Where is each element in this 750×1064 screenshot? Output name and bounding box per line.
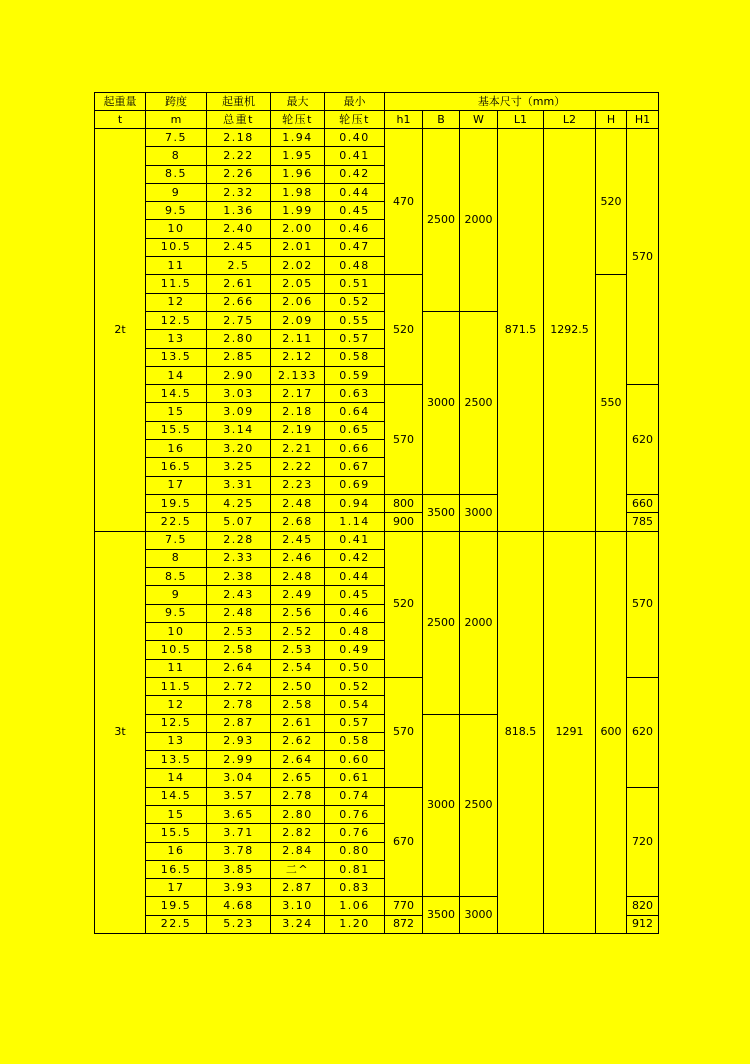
min-wheel-pressure-cell: 0.51 <box>325 275 385 293</box>
total-weight-cell: 2.78 <box>207 696 271 714</box>
dim-W-cell: 2000 <box>460 531 498 714</box>
header-H: H <box>596 111 627 129</box>
max-wheel-pressure-cell: 3.10 <box>271 897 325 915</box>
dim-B-cell: 3000 <box>423 311 460 494</box>
min-wheel-pressure-cell: 0.80 <box>325 842 385 860</box>
min-wheel-pressure-cell: 0.74 <box>325 787 385 805</box>
span-cell: 11 <box>146 659 207 677</box>
total-weight-cell: 2.53 <box>207 623 271 641</box>
min-wheel-pressure-cell: 0.48 <box>325 257 385 275</box>
max-wheel-pressure-cell: 2.12 <box>271 348 325 366</box>
header-span-unit: m <box>146 111 207 129</box>
dim-W-cell: 3000 <box>460 494 498 531</box>
total-weight-cell: 2.32 <box>207 183 271 201</box>
span-cell: 19.5 <box>146 494 207 512</box>
max-wheel-pressure-cell: 2.87 <box>271 879 325 897</box>
span-cell: 11.5 <box>146 677 207 695</box>
min-wheel-pressure-cell: 0.58 <box>325 348 385 366</box>
span-cell: 13 <box>146 330 207 348</box>
max-wheel-pressure-cell: 2.82 <box>271 824 325 842</box>
min-wheel-pressure-cell: 0.55 <box>325 311 385 329</box>
min-wheel-pressure-cell: 0.63 <box>325 385 385 403</box>
min-wheel-pressure-cell: 0.83 <box>325 879 385 897</box>
header-min-pressure-unit: 轮压t <box>325 111 385 129</box>
header-max-pressure-unit: 轮压t <box>271 111 325 129</box>
span-cell: 17 <box>146 879 207 897</box>
span-cell: 15.5 <box>146 824 207 842</box>
dim-L2-cell: 1291 <box>544 531 596 934</box>
dim-B-cell: 2500 <box>423 531 460 714</box>
min-wheel-pressure-cell: 0.42 <box>325 165 385 183</box>
total-weight-cell: 2.43 <box>207 586 271 604</box>
max-wheel-pressure-cell: 2.49 <box>271 586 325 604</box>
span-cell: 15 <box>146 805 207 823</box>
span-cell: 9.5 <box>146 604 207 622</box>
total-weight-cell: 5.07 <box>207 513 271 531</box>
dim-H-cell: 600 <box>596 531 627 934</box>
min-wheel-pressure-cell: 0.76 <box>325 824 385 842</box>
max-wheel-pressure-cell: 1.94 <box>271 129 325 147</box>
min-wheel-pressure-cell: 0.46 <box>325 220 385 238</box>
header-dims-title: 基本尺寸（mm） <box>385 93 659 111</box>
total-weight-cell: 3.31 <box>207 476 271 494</box>
max-wheel-pressure-cell: 2.133 <box>271 366 325 384</box>
max-wheel-pressure-cell: 2.17 <box>271 385 325 403</box>
table-row <box>95 531 659 549</box>
dim-B-cell: 3500 <box>423 494 460 531</box>
max-wheel-pressure-cell: 2.48 <box>271 494 325 512</box>
min-wheel-pressure-cell: 0.94 <box>325 494 385 512</box>
span-cell: 14.5 <box>146 385 207 403</box>
min-wheel-pressure-cell: 0.47 <box>325 238 385 256</box>
dim-B-cell: 3000 <box>423 714 460 897</box>
span-cell: 16.5 <box>146 458 207 476</box>
dim-H1-cell: 785 <box>627 513 659 531</box>
max-wheel-pressure-cell: 2.11 <box>271 330 325 348</box>
total-weight-cell: 3.65 <box>207 805 271 823</box>
max-wheel-pressure-cell: 2.58 <box>271 696 325 714</box>
header-weight-unit: 总重t <box>207 111 271 129</box>
header-span: 跨度 <box>146 93 207 111</box>
max-wheel-pressure-cell: 2.18 <box>271 403 325 421</box>
max-wheel-pressure-cell: 2.22 <box>271 458 325 476</box>
span-cell: 16.5 <box>146 860 207 878</box>
span-cell: 16 <box>146 842 207 860</box>
span-cell: 14 <box>146 366 207 384</box>
max-wheel-pressure-cell: 1.95 <box>271 147 325 165</box>
total-weight-cell: 2.45 <box>207 238 271 256</box>
min-wheel-pressure-cell: 0.45 <box>325 202 385 220</box>
load-capacity-cell: 3t <box>95 531 146 934</box>
max-wheel-pressure-cell: 2.45 <box>271 531 325 549</box>
min-wheel-pressure-cell: 0.50 <box>325 659 385 677</box>
max-wheel-pressure-cell: 2.48 <box>271 568 325 586</box>
total-weight-cell: 2.28 <box>207 531 271 549</box>
max-wheel-pressure-cell: 1.96 <box>271 165 325 183</box>
max-wheel-pressure-cell: 2.56 <box>271 604 325 622</box>
span-cell: 11 <box>146 257 207 275</box>
dim-H1-cell: 660 <box>627 494 659 512</box>
max-wheel-pressure-cell: 2.52 <box>271 623 325 641</box>
span-cell: 8.5 <box>146 568 207 586</box>
min-wheel-pressure-cell: 0.59 <box>325 366 385 384</box>
total-weight-cell: 2.33 <box>207 549 271 567</box>
dim-h1-cell: 800 <box>385 494 423 512</box>
span-cell: 11.5 <box>146 275 207 293</box>
min-wheel-pressure-cell: 0.54 <box>325 696 385 714</box>
total-weight-cell: 3.57 <box>207 787 271 805</box>
min-wheel-pressure-cell: 0.57 <box>325 714 385 732</box>
span-cell: 10.5 <box>146 641 207 659</box>
max-wheel-pressure-cell: 2.65 <box>271 769 325 787</box>
total-weight-cell: 2.40 <box>207 220 271 238</box>
span-cell: 15.5 <box>146 421 207 439</box>
span-cell: 10 <box>146 623 207 641</box>
min-wheel-pressure-cell: 0.42 <box>325 549 385 567</box>
total-weight-cell: 3.20 <box>207 440 271 458</box>
header-L1: L1 <box>498 111 544 129</box>
table-row <box>95 129 659 147</box>
min-wheel-pressure-cell: 0.60 <box>325 751 385 769</box>
span-cell: 16 <box>146 440 207 458</box>
total-weight-cell: 2.58 <box>207 641 271 659</box>
total-weight-cell: 3.04 <box>207 769 271 787</box>
total-weight-cell: 2.99 <box>207 751 271 769</box>
dim-L2-cell: 1292.5 <box>544 129 596 532</box>
min-wheel-pressure-cell: 0.81 <box>325 860 385 878</box>
max-wheel-pressure-cell: 2.62 <box>271 732 325 750</box>
max-wheel-pressure-cell: 2.80 <box>271 805 325 823</box>
total-weight-cell: 2.93 <box>207 732 271 750</box>
max-wheel-pressure-cell: 1.99 <box>271 202 325 220</box>
max-wheel-pressure-cell: 2.09 <box>271 311 325 329</box>
total-weight-cell: 2.38 <box>207 568 271 586</box>
dim-h1-cell: 520 <box>385 275 423 385</box>
max-wheel-pressure-cell: 2.19 <box>271 421 325 439</box>
total-weight-cell: 2.80 <box>207 330 271 348</box>
header-max-pressure: 最大 <box>271 93 325 111</box>
dim-W-cell: 2000 <box>460 129 498 312</box>
dim-H1-cell: 570 <box>627 531 659 677</box>
max-wheel-pressure-cell: 1.98 <box>271 183 325 201</box>
max-wheel-pressure-cell: 2.64 <box>271 751 325 769</box>
min-wheel-pressure-cell: 0.58 <box>325 732 385 750</box>
dim-h1-cell: 900 <box>385 513 423 531</box>
max-wheel-pressure-cell: 2.53 <box>271 641 325 659</box>
total-weight-cell: 2.26 <box>207 165 271 183</box>
header-H1-small: H1 <box>627 111 659 129</box>
crane-spec-table <box>94 92 659 934</box>
total-weight-cell: 2.22 <box>207 147 271 165</box>
dim-h1-cell: 570 <box>385 677 423 787</box>
min-wheel-pressure-cell: 1.06 <box>325 897 385 915</box>
header-load: 起重量 <box>95 93 146 111</box>
dim-H1-cell: 620 <box>627 385 659 495</box>
span-cell: 8 <box>146 147 207 165</box>
span-cell: 7.5 <box>146 129 207 147</box>
min-wheel-pressure-cell: 0.49 <box>325 641 385 659</box>
max-wheel-pressure-cell: 2.23 <box>271 476 325 494</box>
min-wheel-pressure-cell: 1.14 <box>325 513 385 531</box>
span-cell: 12.5 <box>146 714 207 732</box>
dim-h1-cell: 570 <box>385 385 423 495</box>
min-wheel-pressure-cell: 0.61 <box>325 769 385 787</box>
total-weight-cell: 1.36 <box>207 202 271 220</box>
dim-H1-cell: 820 <box>627 897 659 915</box>
total-weight-cell: 2.85 <box>207 348 271 366</box>
total-weight-cell: 2.90 <box>207 366 271 384</box>
max-wheel-pressure-cell: 2.78 <box>271 787 325 805</box>
max-wheel-pressure-cell: 2.05 <box>271 275 325 293</box>
total-weight-cell: 3.25 <box>207 458 271 476</box>
max-wheel-pressure-cell: 2.06 <box>271 293 325 311</box>
min-wheel-pressure-cell: 0.52 <box>325 677 385 695</box>
header-weight: 起重机 <box>207 93 271 111</box>
span-cell: 7.5 <box>146 531 207 549</box>
dim-h1-cell: 520 <box>385 531 423 677</box>
max-wheel-pressure-cell: 2.01 <box>271 238 325 256</box>
total-weight-cell: 2.48 <box>207 604 271 622</box>
span-cell: 13.5 <box>146 348 207 366</box>
max-wheel-pressure-cell: 2.00 <box>271 220 325 238</box>
total-weight-cell: 2.75 <box>207 311 271 329</box>
load-capacity-cell: 2t <box>95 129 146 532</box>
dim-H-cell: 520 <box>596 129 627 275</box>
dim-H-cell: 550 <box>596 275 627 531</box>
max-wheel-pressure-cell: 2.84 <box>271 842 325 860</box>
span-cell: 13.5 <box>146 751 207 769</box>
span-cell: 14 <box>146 769 207 787</box>
span-cell: 8.5 <box>146 165 207 183</box>
max-wheel-pressure-cell: 2.61 <box>271 714 325 732</box>
min-wheel-pressure-cell: 0.64 <box>325 403 385 421</box>
dim-h1-cell: 770 <box>385 897 423 915</box>
total-weight-cell: 4.25 <box>207 494 271 512</box>
span-cell: 10 <box>146 220 207 238</box>
min-wheel-pressure-cell: 0.65 <box>325 421 385 439</box>
max-wheel-pressure-cell: 2.50 <box>271 677 325 695</box>
max-wheel-pressure-cell: 3.24 <box>271 915 325 933</box>
total-weight-cell: 2.87 <box>207 714 271 732</box>
total-weight-cell: 2.18 <box>207 129 271 147</box>
span-cell: 12.5 <box>146 311 207 329</box>
total-weight-cell: 2.72 <box>207 677 271 695</box>
span-cell: 22.5 <box>146 513 207 531</box>
header-row-1 <box>95 93 659 111</box>
header-min-pressure: 最小 <box>325 93 385 111</box>
total-weight-cell: 4.68 <box>207 897 271 915</box>
dim-H1-cell: 912 <box>627 915 659 933</box>
min-wheel-pressure-cell: 0.67 <box>325 458 385 476</box>
dim-W-cell: 2500 <box>460 714 498 897</box>
min-wheel-pressure-cell: 0.48 <box>325 623 385 641</box>
dim-B-cell: 3500 <box>423 897 460 934</box>
total-weight-cell: 2.61 <box>207 275 271 293</box>
total-weight-cell: 5.23 <box>207 915 271 933</box>
total-weight-cell: 2.64 <box>207 659 271 677</box>
min-wheel-pressure-cell: 0.45 <box>325 586 385 604</box>
dim-B-cell: 2500 <box>423 129 460 312</box>
dim-h1-cell: 670 <box>385 787 423 897</box>
span-cell: 14.5 <box>146 787 207 805</box>
dim-L1-cell: 818.5 <box>498 531 544 934</box>
max-wheel-pressure-cell: 2.02 <box>271 257 325 275</box>
total-weight-cell: 3.03 <box>207 385 271 403</box>
total-weight-cell: 3.85 <box>207 860 271 878</box>
max-wheel-pressure-cell: 2.54 <box>271 659 325 677</box>
span-cell: 12 <box>146 293 207 311</box>
header-row-2 <box>95 111 659 129</box>
min-wheel-pressure-cell: 0.66 <box>325 440 385 458</box>
min-wheel-pressure-cell: 0.52 <box>325 293 385 311</box>
span-cell: 15 <box>146 403 207 421</box>
header-h1: h1 <box>385 111 423 129</box>
span-cell: 12 <box>146 696 207 714</box>
header-B: B <box>423 111 460 129</box>
total-weight-cell: 3.93 <box>207 879 271 897</box>
min-wheel-pressure-cell: 0.40 <box>325 129 385 147</box>
min-wheel-pressure-cell: 0.69 <box>325 476 385 494</box>
min-wheel-pressure-cell: 0.76 <box>325 805 385 823</box>
dim-H1-cell: 570 <box>627 129 659 385</box>
header-L2: L2 <box>544 111 596 129</box>
max-wheel-pressure-cell: 2.21 <box>271 440 325 458</box>
span-cell: 22.5 <box>146 915 207 933</box>
span-cell: 9 <box>146 183 207 201</box>
total-weight-cell: 2.5 <box>207 257 271 275</box>
dim-L1-cell: 871.5 <box>498 129 544 532</box>
header-W: W <box>460 111 498 129</box>
min-wheel-pressure-cell: 0.41 <box>325 147 385 165</box>
min-wheel-pressure-cell: 0.46 <box>325 604 385 622</box>
max-wheel-pressure-cell: 二^ <box>271 860 325 878</box>
header-load-unit: t <box>95 111 146 129</box>
span-cell: 9 <box>146 586 207 604</box>
span-cell: 19.5 <box>146 897 207 915</box>
dim-h1-cell: 470 <box>385 129 423 275</box>
total-weight-cell: 2.66 <box>207 293 271 311</box>
dim-W-cell: 2500 <box>460 311 498 494</box>
span-cell: 8 <box>146 549 207 567</box>
total-weight-cell: 3.09 <box>207 403 271 421</box>
dim-H1-cell: 720 <box>627 787 659 897</box>
dim-H1-cell: 620 <box>627 677 659 787</box>
max-wheel-pressure-cell: 2.68 <box>271 513 325 531</box>
span-cell: 9.5 <box>146 202 207 220</box>
dim-W-cell: 3000 <box>460 897 498 934</box>
total-weight-cell: 3.14 <box>207 421 271 439</box>
max-wheel-pressure-cell: 2.46 <box>271 549 325 567</box>
total-weight-cell: 3.71 <box>207 824 271 842</box>
dim-h1-cell: 872 <box>385 915 423 933</box>
span-cell: 17 <box>146 476 207 494</box>
min-wheel-pressure-cell: 0.44 <box>325 183 385 201</box>
span-cell: 10.5 <box>146 238 207 256</box>
min-wheel-pressure-cell: 1.20 <box>325 915 385 933</box>
min-wheel-pressure-cell: 0.57 <box>325 330 385 348</box>
span-cell: 13 <box>146 732 207 750</box>
total-weight-cell: 3.78 <box>207 842 271 860</box>
min-wheel-pressure-cell: 0.41 <box>325 531 385 549</box>
min-wheel-pressure-cell: 0.44 <box>325 568 385 586</box>
